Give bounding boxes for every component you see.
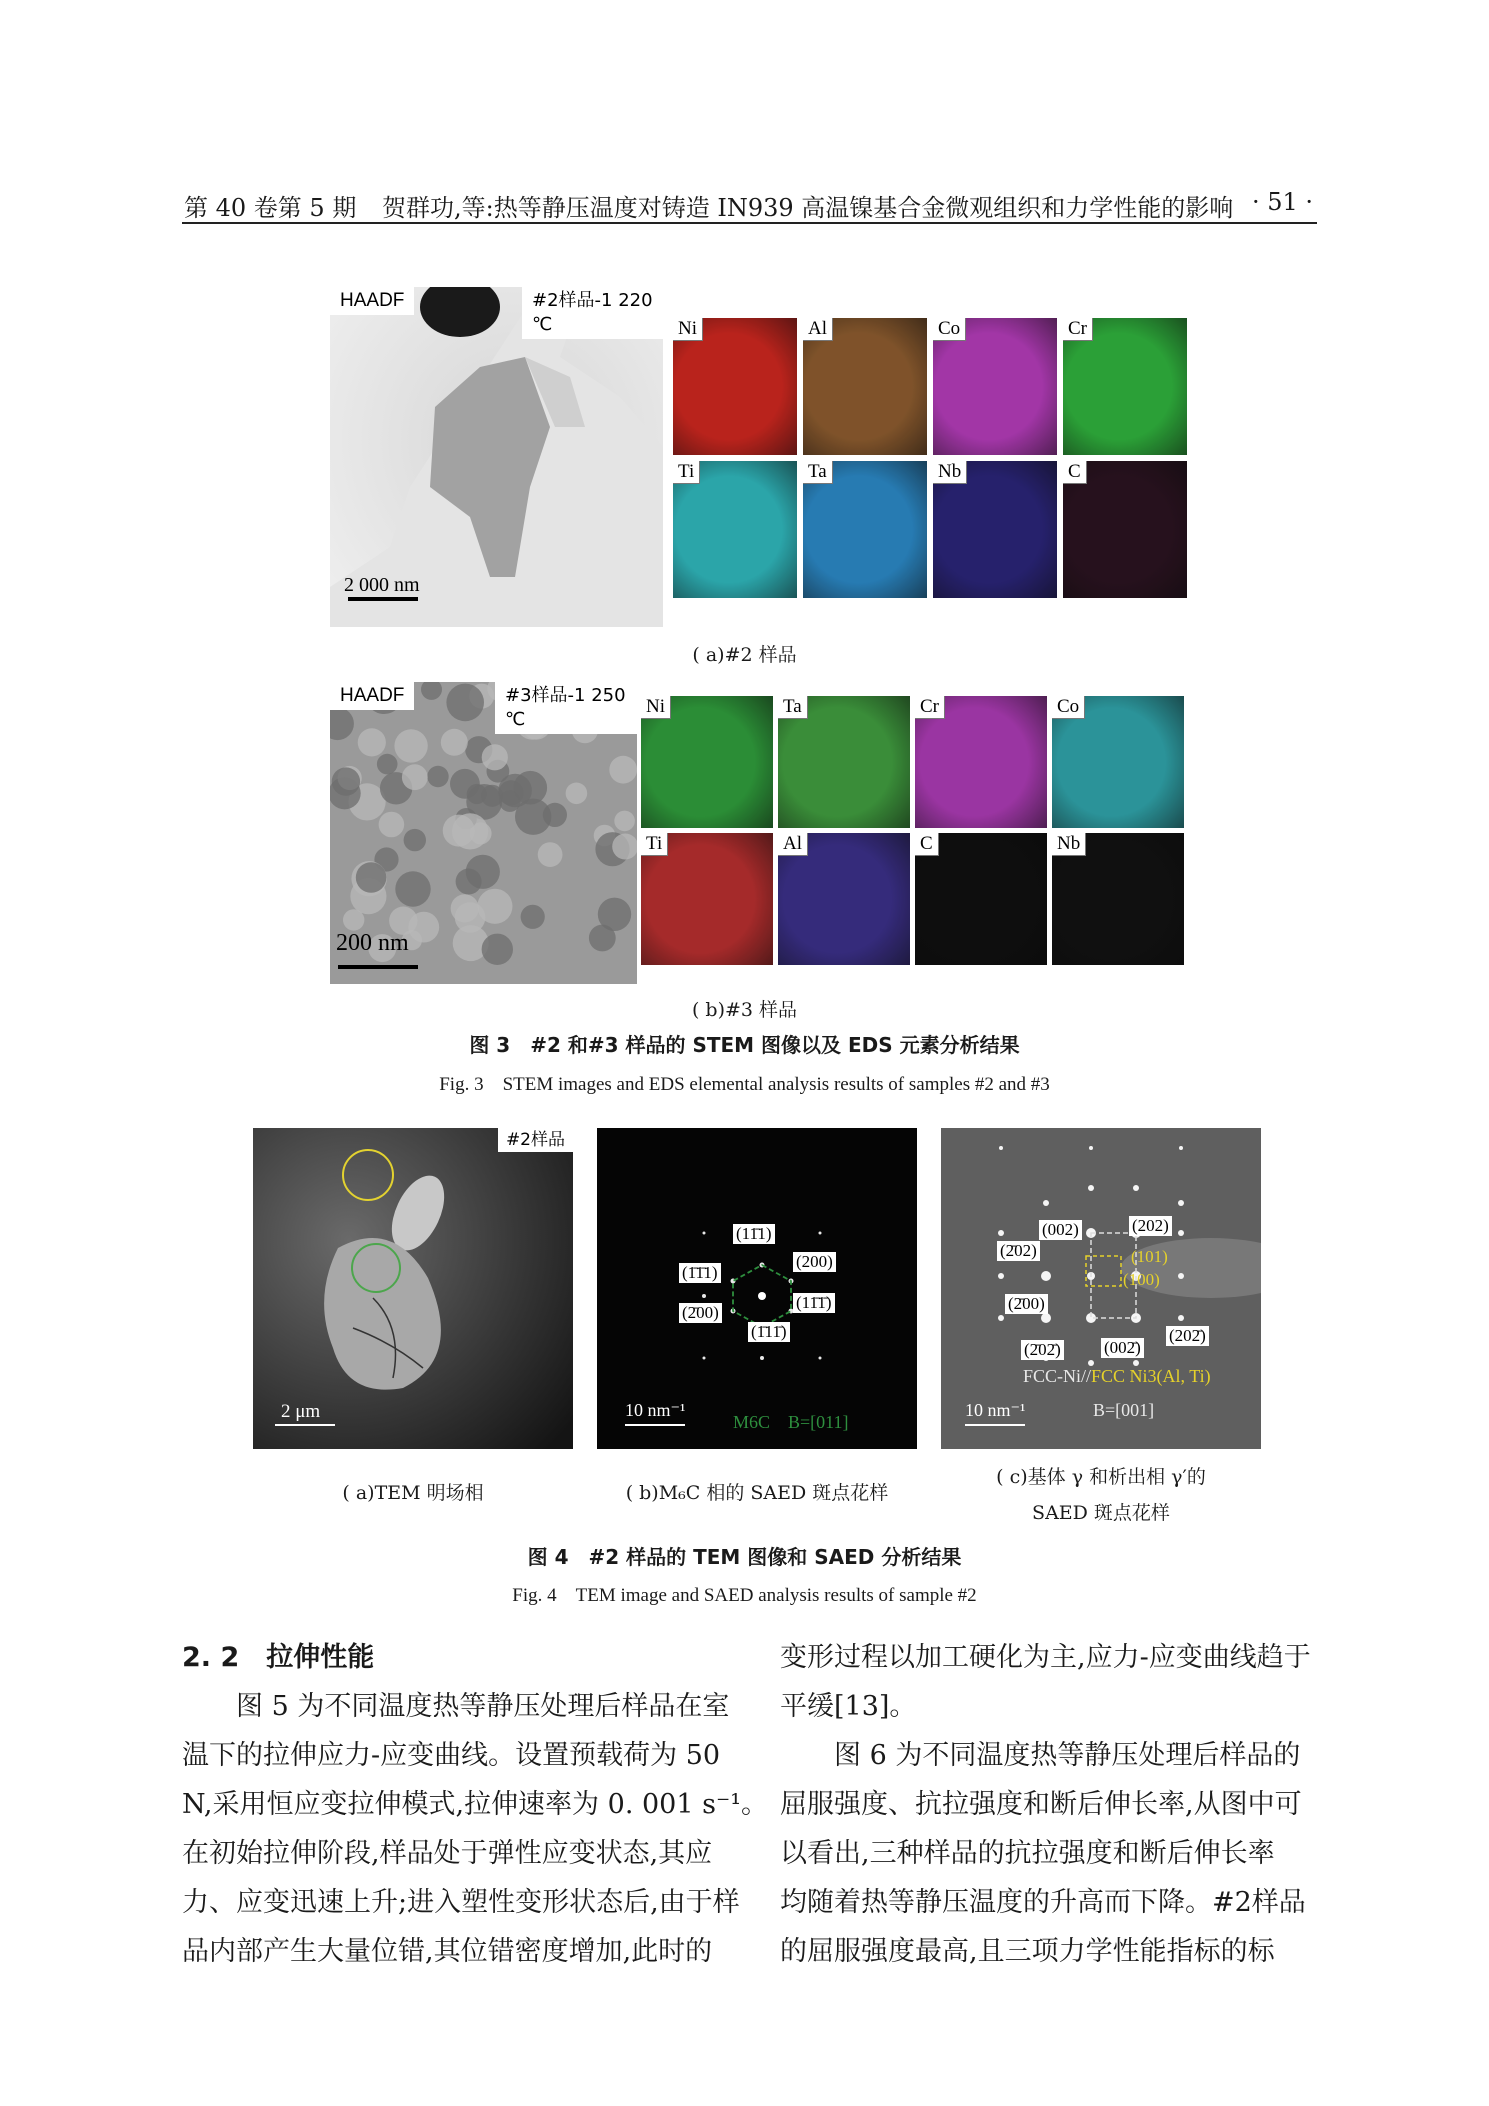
page-number: · 51 · [1252, 188, 1314, 216]
scalebar-label: 2 000 nm [344, 574, 420, 596]
fig4-caption-en: Fig. 4 TEM image and SAED analysis results of sample #2 [512, 1585, 977, 1606]
element-label: Ni [673, 318, 703, 341]
body-text-line: 图 6 为不同温度热等静压处理后样品的 [780, 1740, 1301, 1771]
element-label: Nb [1052, 833, 1086, 856]
spot-label: (11̄1) [733, 1224, 775, 1244]
spot-label: (2̄00) [679, 1303, 722, 1323]
spot-label: (1̄11̄) [748, 1322, 790, 1342]
body-text-line: 图 5 为不同温度热等静压处理后样品在室 [182, 1691, 730, 1722]
eds-map-tile [915, 833, 1047, 965]
spot-label: (1̄1̄1) [679, 1263, 721, 1283]
element-label: Ti [641, 833, 668, 856]
element-label: C [1063, 461, 1087, 484]
eds-map-tile [803, 461, 927, 598]
fig3a-caption: ( a)#2 样品 [692, 644, 797, 666]
element-label: Cr [1063, 318, 1093, 341]
eds-map-tile [641, 696, 773, 828]
fig3a-eds-maps [673, 318, 1187, 603]
fig3a-haadf-image [330, 287, 663, 627]
haadf-label: HAADF [330, 682, 414, 710]
element-label: Ti [673, 461, 700, 484]
eds-map-tile [778, 833, 910, 965]
zone-axis: B=[001] [1093, 1400, 1155, 1420]
haadf-label: HAADF [330, 287, 414, 315]
spot-label: (200) [793, 1252, 836, 1272]
fig4a-caption: ( a)TEM 明场相 [342, 1482, 484, 1504]
eds-map-tile [778, 696, 910, 828]
eds-map-tile [933, 461, 1057, 598]
element-label: Co [933, 318, 966, 341]
eds-map-tile [1063, 318, 1187, 455]
eds-map-tile [1052, 696, 1184, 828]
section-heading: 2. 2 拉伸性能 [182, 1642, 375, 1673]
element-label: Nb [933, 461, 967, 484]
spot-label: (202̄) [1166, 1326, 1209, 1346]
fig3b-eds-maps [641, 696, 1187, 970]
fig3b-haadf-image [330, 682, 637, 984]
body-text-line: 以看出,三种样品的抗拉强度和断后伸长率 [780, 1838, 1275, 1869]
element-label: Ni [641, 696, 671, 719]
body-text-line: 屈服强度、抗拉强度和断后伸长率,从图中可 [780, 1789, 1302, 1820]
fig4b-saed-pattern [597, 1128, 917, 1449]
eds-map-tile [803, 318, 927, 455]
fig4-caption-cn: 图 4 #2 样品的 TEM 图像和 SAED 分析结果 [527, 1545, 962, 1569]
sample-tag: #3样品-1 250 ℃ [495, 682, 637, 734]
eds-map-tile [1063, 461, 1187, 598]
legend-white: FCC-Ni// [1023, 1366, 1092, 1386]
zone-axis: M6C B=[011] [733, 1412, 849, 1432]
element-label: Cr [915, 696, 945, 719]
fig4c-caption-line2: SAED 斑点花样 [1032, 1502, 1170, 1524]
sample-tag: #2样品 [498, 1128, 573, 1152]
running-title: 贺群功,等:热等静压温度对铸造 IN939 高温镍基合金微观组织和力学性能的影响 [382, 194, 1234, 222]
body-text-line: 力、应变迅速上升;进入塑性变形状态后,由于样 [182, 1887, 740, 1918]
spot-label: (2̄02̄) [1021, 1340, 1064, 1360]
spot-label: (002̄) [1101, 1338, 1144, 1358]
fig4c-saed-pattern [941, 1128, 1261, 1449]
element-label: Al [778, 833, 808, 856]
phase-legend [1023, 1366, 1211, 1387]
eds-map-tile [915, 696, 1047, 828]
sample-tag: #2样品-1 220 ℃ [522, 287, 663, 339]
body-text-line: 的屈服强度最高,且三项力学性能指标的标 [780, 1936, 1275, 1967]
spot-label: (11̄1̄) [793, 1293, 835, 1313]
spot-label: (2̄00) [1005, 1294, 1048, 1314]
spot-label: (2̄02) [997, 1241, 1040, 1261]
spot-label: (002) [1039, 1220, 1082, 1240]
element-label: Ta [803, 461, 833, 484]
body-text-line: 品内部产生大量位错,其位错密度增加,此时的 [182, 1936, 713, 1967]
scalebar-label: 10 nm⁻¹ [965, 1400, 1026, 1420]
element-label: Ta [778, 696, 808, 719]
body-text-line: N,采用恒应变拉伸模式,拉伸速率为 0. 001 s⁻¹。 [182, 1789, 769, 1820]
eds-map-tile [933, 318, 1057, 455]
fig4c-caption-line1: ( c)基体 γ 和析出相 γ′的 [996, 1466, 1206, 1488]
scalebar-label: 10 nm⁻¹ [625, 1400, 686, 1420]
body-text-line: 平缓[13]。 [780, 1691, 917, 1722]
element-label: Al [803, 318, 833, 341]
element-label: C [915, 833, 939, 856]
fig4a-tem-image [253, 1128, 573, 1449]
spot-label-yellow: (101) [1131, 1247, 1168, 1266]
header-rule [182, 222, 1317, 224]
scalebar-label: 200 nm [336, 930, 409, 956]
body-text-line: 在初始拉伸阶段,样品处于弹性应变状态,其应 [182, 1838, 713, 1869]
element-label: Co [1052, 696, 1085, 719]
eds-map-tile [673, 461, 797, 598]
fig4b-caption: ( b)M₆C 相的 SAED 斑点花样 [625, 1482, 889, 1504]
fig3-caption-cn: 图 3 #2 和#3 样品的 STEM 图像以及 EDS 元素分析结果 [469, 1033, 1020, 1057]
body-text-line: 变形过程以加工硬化为主,应力-应变曲线趋于 [780, 1642, 1311, 1673]
legend-yellow: FCC Ni3(Al, Ti) [1091, 1366, 1211, 1386]
journal-issue: 第 40 卷第 5 期 [184, 194, 357, 222]
scalebar-label: 2 μm [281, 1401, 321, 1422]
fig3b-caption: ( b)#3 样品 [691, 999, 798, 1021]
spot-label-yellow: (100) [1123, 1270, 1160, 1289]
spot-label: (202) [1129, 1216, 1172, 1236]
eds-map-tile [641, 833, 773, 965]
eds-map-tile [1052, 833, 1184, 965]
fig3-caption-en: Fig. 3 STEM images and EDS elemental analysis results of samples #2 and #3 [439, 1074, 1050, 1095]
body-text-line: 均随着热等静压温度的升高而下降。#2样品 [780, 1887, 1306, 1918]
body-text-line: 温下的拉伸应力-应变曲线。设置预载荷为 50 [182, 1740, 721, 1771]
eds-map-tile [673, 318, 797, 455]
